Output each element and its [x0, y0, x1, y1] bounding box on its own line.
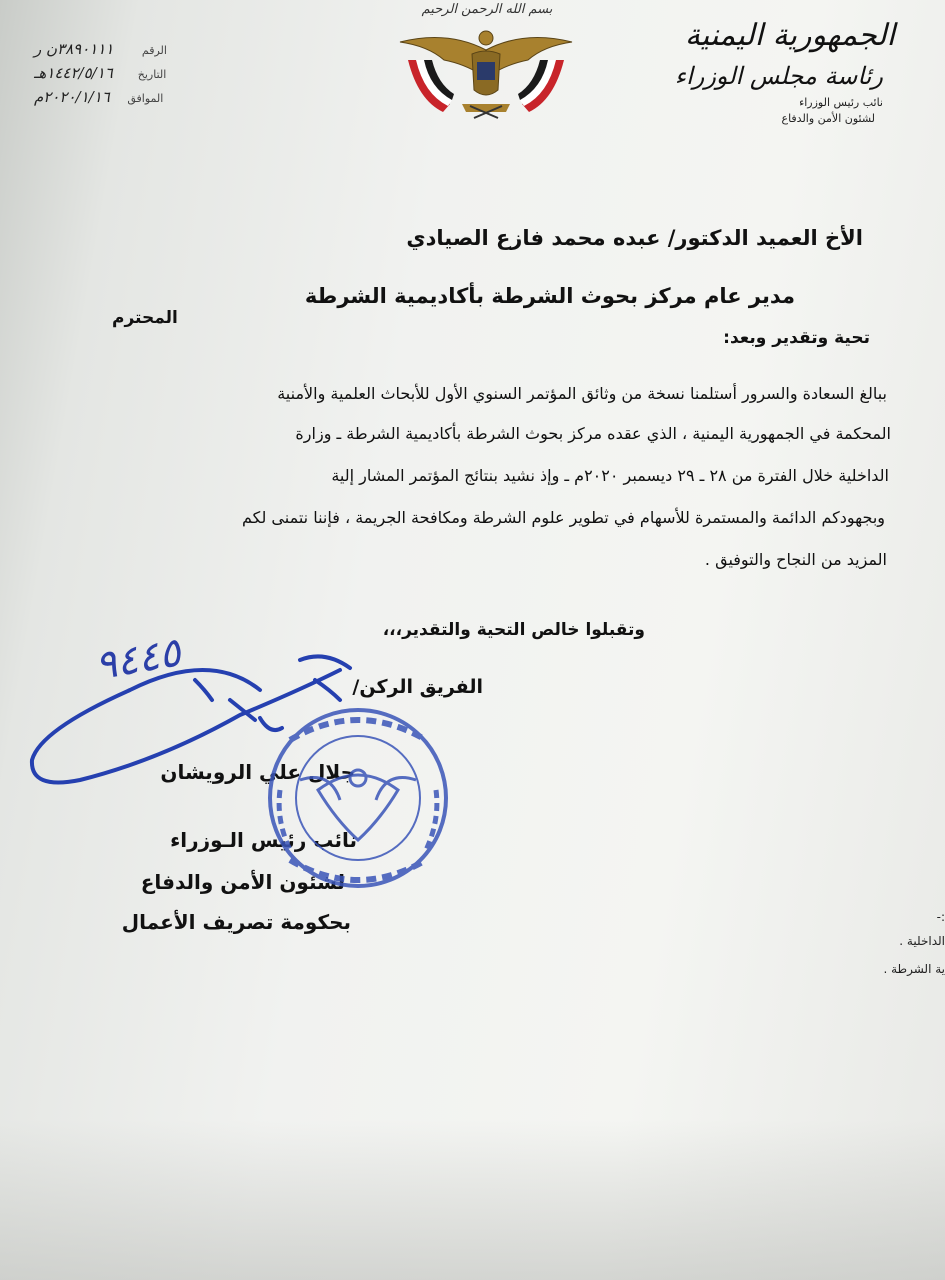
yemen-eagle-emblem-icon: [388, 20, 584, 120]
header-deputy-title: نائب رئيس الوزراء: [799, 96, 883, 109]
meta-number-value: ٣٨٩٠١١١ن ر: [34, 40, 114, 58]
greeting: تحية وتقدير وبعد:: [723, 328, 870, 348]
cc-line-3: ية الشرطة .: [883, 962, 945, 976]
cc-line-1: -:: [936, 910, 945, 924]
meta-date-value: ١٤٤٢/٥/١٦هـ: [34, 64, 113, 82]
meta-corresponding-label: الموافق: [127, 92, 164, 105]
body-line-4: وبجهودكم الدائمة والمستمرة للأسهام في تطوير علوم الشرطة ومكافحة الجريمة ، فإننا نتمنى لكم: [241, 508, 885, 527]
meta-date-label: التاريخ: [137, 68, 167, 81]
handwritten-date: ٩٤٤٥: [91, 629, 185, 690]
closing: وتقبلوا خالص التحية والتقدير،،،: [382, 620, 645, 640]
body-line-3: الداخلية خلال الفترة من ٢٨ ـ ٢٩ ديسمبر ٢٠٢٠م ـ وإذ نشيد بنتائج المؤتمر المشار إلية: [331, 466, 889, 485]
body-line-1: ببالغ السعادة والسرور أستلمنا نسخة من وثائق المؤتمر السنوي الأول للأبحاث العلمية والأمنية: [277, 384, 887, 403]
signature-portfolio: لشئون الأمن والدفاع: [140, 870, 345, 894]
recipient-name: الأخ العميد الدكتور/ عبده محمد فازع الصيادي: [406, 226, 863, 250]
meta-corresponding-value: ٢٠٢٠/١/١٦م: [34, 88, 110, 106]
basmala: بسم الله الرحمن الرحيم: [421, 2, 553, 17]
respected-label: المحترم: [112, 308, 178, 328]
body-line-2: المحكمة في الجمهورية اليمنية ، الذي عقده مركز بحوث الشرطة بأكاديمية الشرطة ـ وزارة: [295, 424, 891, 443]
header-country: الجمهورية اليمنية: [684, 18, 895, 53]
page-shadow: [0, 1120, 945, 1280]
meta-number-label: الرقم: [141, 44, 167, 57]
meta-date: [34, 64, 166, 82]
signature-government: بحكومة تصريف الأعمال: [121, 910, 351, 934]
meta-number: [34, 40, 167, 58]
header-deputy-portfolio: لشئون الأمن والدفاع: [781, 112, 875, 125]
official-seal-stamp-icon: [270, 710, 446, 886]
cc-line-2: الداخلية .: [899, 934, 945, 948]
signature-title: نائب رئيس الـوزراء: [170, 828, 357, 852]
signature-name: جلال علي الرويشان: [160, 760, 355, 784]
meta-corresponding: [34, 88, 163, 106]
header-office: رئاسة مجلس الوزراء: [674, 62, 883, 90]
signature-rank: الفريق الركن/: [352, 676, 483, 698]
body-line-5: المزيد من النجاح والتوفيق .: [704, 550, 887, 569]
recipient-position: مدير عام مركز بحوث الشرطة بأكاديمية الشرطة: [304, 284, 795, 308]
